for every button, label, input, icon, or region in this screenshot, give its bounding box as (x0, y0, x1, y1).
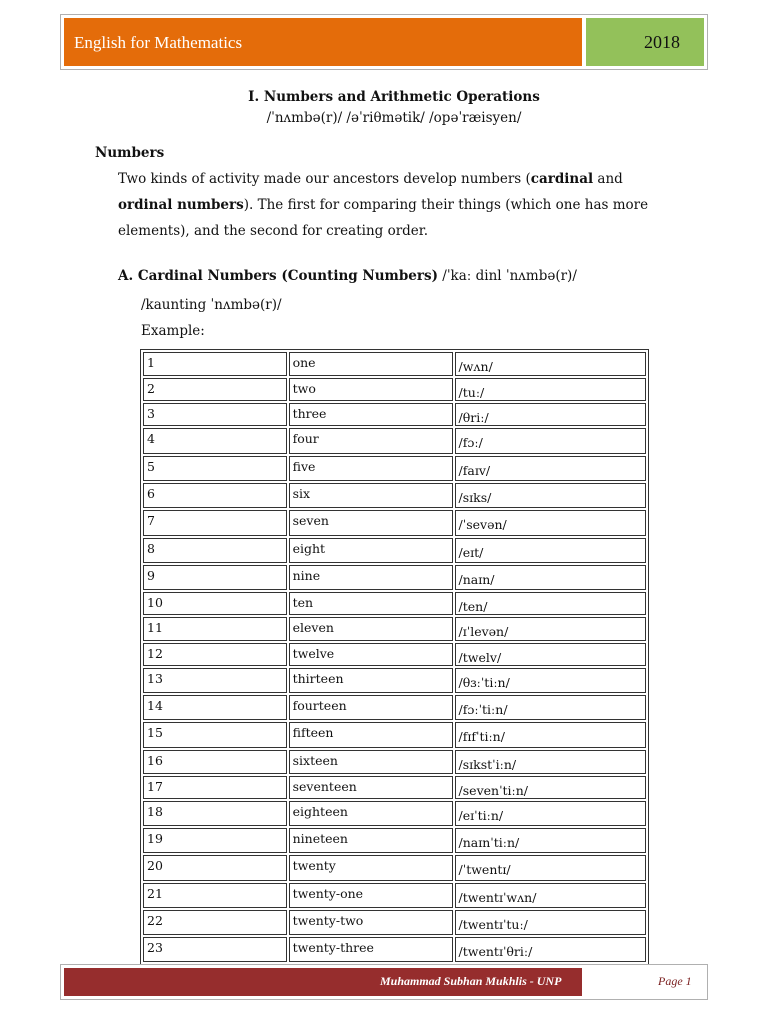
number-cell-text: 10 (147, 595, 163, 610)
number-cell (143, 510, 287, 536)
pronunciation-cell (455, 910, 646, 935)
table-row (143, 668, 646, 693)
number-cell (143, 776, 287, 799)
number-cell (143, 456, 287, 481)
term-cardinal: cardinal (530, 171, 594, 187)
pronunciation-cell (455, 456, 646, 481)
word-cell-text: twenty-three (292, 940, 374, 955)
number-cell (143, 828, 287, 853)
word-cell (289, 750, 453, 774)
number-cell-text: 8 (147, 541, 155, 556)
table-row (143, 750, 646, 774)
number-cell-text: 14 (147, 698, 163, 713)
pronunciation-cell-text: /fɪfˈtiːn/ (458, 729, 505, 744)
word-cell-text: four (292, 431, 319, 446)
pronunciation-cell (455, 617, 646, 641)
pronunciation-cell-text: /wʌn/ (458, 359, 493, 374)
word-cell-text: eight (292, 541, 326, 556)
example-label: Example: (141, 323, 205, 339)
pronunciation-cell (455, 828, 646, 853)
number-cell-text: 22 (147, 913, 163, 928)
table-row (143, 352, 646, 376)
word-cell (289, 668, 453, 693)
number-cell (143, 592, 287, 615)
word-cell-text: nineteen (292, 831, 348, 846)
number-cell (143, 750, 287, 774)
number-cell-text: 2 (147, 381, 155, 396)
table-row (143, 403, 646, 426)
pronunciation-cell-text: /θriː/ (458, 410, 489, 425)
number-cell (143, 538, 287, 563)
paragraph-text: Two kinds of activity made our ancestors develop numbers ( (118, 171, 531, 187)
pronunciation-cell-text: /naɪn/ (458, 572, 495, 587)
word-cell-text: seven (292, 513, 329, 528)
number-cell (143, 855, 287, 881)
number-cell (143, 801, 287, 826)
table-row (143, 722, 646, 748)
subsection-heading (118, 268, 577, 284)
subsection-label: A. Cardinal Numbers (Counting Numbers) (118, 268, 438, 284)
table-row (143, 828, 646, 853)
pronunciation-cell-text: /sɪks/ (458, 490, 492, 505)
number-cell-text: 3 (147, 406, 155, 421)
number-cell (143, 403, 287, 426)
paragraph-line-3: elements), and the second for creating order. (118, 223, 429, 239)
pronunciation-cell (455, 510, 646, 536)
word-cell (289, 428, 453, 454)
number-cell-text: 4 (147, 431, 155, 446)
word-cell-text: two (292, 381, 316, 396)
intro-paragraph (118, 166, 718, 244)
word-cell-text: fourteen (292, 698, 347, 713)
pronunciation-cell (455, 722, 646, 748)
section-heading: Numbers (95, 145, 165, 161)
table-row (143, 883, 646, 908)
pronunciation-cell (455, 855, 646, 881)
number-cell (143, 722, 287, 748)
number-cell (143, 668, 287, 693)
pronunciation-cell-text: /naɪnˈtiːn/ (458, 835, 520, 850)
table-row (143, 538, 646, 563)
word-cell (289, 456, 453, 481)
pronunciation-cell-text: /ˈsevən/ (458, 517, 507, 532)
cardinal-numbers-table (140, 349, 649, 965)
table-row (143, 937, 646, 962)
pronunciation-cell (455, 592, 646, 615)
table-row (143, 643, 646, 666)
header-title: English for Mathematics (74, 33, 243, 52)
word-cell (289, 776, 453, 799)
pronunciation-cell (455, 668, 646, 693)
number-cell-text: 13 (147, 671, 163, 686)
paragraph-line-2 (118, 192, 718, 218)
number-cell-text: 7 (147, 513, 155, 528)
table-row (143, 617, 646, 641)
word-cell (289, 883, 453, 908)
pronunciation-cell-text: /faɪv/ (458, 463, 491, 478)
pronunciation-cell (455, 483, 646, 508)
word-cell-text: seventeen (292, 779, 357, 794)
table-row (143, 565, 646, 590)
word-cell (289, 565, 453, 590)
pronunciation-cell-text: /tuː/ (458, 385, 485, 400)
pronunciation-cell-text: /twelv/ (458, 650, 502, 665)
table-row (143, 378, 646, 401)
word-cell (289, 801, 453, 826)
word-cell-text: thirteen (292, 671, 344, 686)
number-cell-text: 1 (147, 355, 155, 370)
word-cell-text: sixteen (292, 753, 338, 768)
word-cell-text: twenty-two (292, 913, 364, 928)
table-row (143, 776, 646, 799)
pronunciation-cell (455, 565, 646, 590)
word-cell-text: three (292, 406, 327, 421)
table-row (143, 510, 646, 536)
table-row (143, 456, 646, 481)
pronunciation-cell (455, 352, 646, 376)
number-cell (143, 643, 287, 666)
subsection-phonetic-2: /kaunting ˈnʌmbə(r)/ (141, 297, 282, 313)
word-cell (289, 483, 453, 508)
word-cell (289, 352, 453, 376)
word-cell-text: six (292, 486, 311, 501)
number-cell (143, 378, 287, 401)
word-cell-text: eleven (292, 620, 334, 635)
word-cell-text: twelve (292, 646, 335, 661)
pronunciation-cell-text: /twentɪˈθriː/ (458, 944, 533, 959)
number-cell-text: 23 (147, 940, 163, 955)
pronunciation-cell-text: /ten/ (458, 599, 488, 614)
table-row (143, 801, 646, 826)
term-ordinal-numbers: ordinal numbers (118, 197, 244, 213)
number-cell-text: 18 (147, 804, 163, 819)
table-row (143, 483, 646, 508)
number-cell (143, 617, 287, 641)
pronunciation-cell-text: /ɪˈlevən/ (458, 624, 509, 639)
number-cell-text: 11 (147, 620, 163, 635)
pronunciation-cell (455, 883, 646, 908)
word-cell (289, 403, 453, 426)
pronunciation-cell-text: /θɜːˈtiːn/ (458, 675, 510, 690)
table-body (143, 352, 646, 962)
word-cell (289, 592, 453, 615)
word-cell (289, 378, 453, 401)
pronunciation-cell-text: /eɪt/ (458, 545, 484, 560)
number-cell-text: 20 (147, 858, 163, 873)
footer-page-number: Page 1 (658, 974, 692, 988)
pronunciation-cell-text: /sɪkstˈiːn/ (458, 757, 517, 772)
pronunciation-cell-text: /fɔː/ (458, 435, 483, 450)
table-row (143, 855, 646, 881)
pronunciation-cell (455, 695, 646, 720)
table-row (143, 910, 646, 935)
number-cell (143, 883, 287, 908)
word-cell-text: twenty (292, 858, 336, 873)
word-cell (289, 538, 453, 563)
header-year: 2018 (644, 32, 680, 52)
number-cell-text: 17 (147, 779, 163, 794)
word-cell (289, 695, 453, 720)
word-cell-text: nine (292, 568, 321, 583)
number-cell-text: 5 (147, 459, 155, 474)
word-cell-text: one (292, 355, 316, 370)
table-row (143, 428, 646, 454)
word-cell (289, 722, 453, 748)
pronunciation-cell (455, 538, 646, 563)
number-cell-text: 6 (147, 486, 155, 501)
number-cell (143, 428, 287, 454)
pronunciation-cell-text: /sevenˈtiːn/ (458, 783, 529, 798)
word-cell (289, 937, 453, 962)
paragraph-text: ). The first for comparing their things (which one has more (243, 197, 649, 213)
pronunciation-cell-text: /twentɪˈwʌn/ (458, 890, 537, 905)
pronunciation-cell-text: /ˈtwentɪ/ (458, 862, 511, 877)
pronunciation-cell (455, 750, 646, 774)
word-cell-text: ten (292, 595, 314, 610)
subsection-phonetic-1: /ˈkaː dinl ˈnʌmbə(r)/ (437, 268, 577, 284)
paragraph-line-1 (118, 166, 718, 192)
number-cell (143, 910, 287, 935)
number-cell-text: 9 (147, 568, 155, 583)
word-cell (289, 910, 453, 935)
table-row (143, 695, 646, 720)
number-cell (143, 695, 287, 720)
pronunciation-cell-text: /fɔːˈtiːn/ (458, 702, 508, 717)
pronunciation-cell-text: /twentɪˈtuː/ (458, 917, 528, 932)
pronunciation-cell-text: /eɪˈtiːn/ (458, 808, 504, 823)
chapter-title: I. Numbers and Arithmetic Operations (248, 89, 540, 105)
number-cell-text: 15 (147, 725, 163, 740)
pronunciation-cell (455, 428, 646, 454)
paragraph-text: and (593, 171, 623, 187)
number-cell-text: 21 (147, 886, 163, 901)
word-cell-text: eighteen (292, 804, 348, 819)
number-cell (143, 937, 287, 962)
number-cell (143, 352, 287, 376)
pronunciation-cell (455, 643, 646, 666)
table-row (143, 592, 646, 615)
number-cell-text: 16 (147, 753, 163, 768)
number-cell-text: 19 (147, 831, 163, 846)
pronunciation-cell (455, 776, 646, 799)
pronunciation-cell (455, 403, 646, 426)
word-cell (289, 855, 453, 881)
footer-author: Muhammad Subhan Mukhlis - UNP (380, 974, 562, 988)
word-cell (289, 643, 453, 666)
word-cell-text: fifteen (292, 725, 334, 740)
word-cell (289, 828, 453, 853)
word-cell-text: five (292, 459, 316, 474)
pronunciation-cell (455, 801, 646, 826)
word-cell (289, 510, 453, 536)
number-cell-text: 12 (147, 646, 163, 661)
pronunciation-cell (455, 378, 646, 401)
word-cell-text: twenty-one (292, 886, 364, 901)
chapter-phonetic: /ˈnʌmbə(r)/ /əˈriθmətik/ /opəˈræisyen/ (266, 110, 522, 126)
number-cell (143, 483, 287, 508)
number-cell (143, 565, 287, 590)
word-cell (289, 617, 453, 641)
pronunciation-cell (455, 937, 646, 962)
